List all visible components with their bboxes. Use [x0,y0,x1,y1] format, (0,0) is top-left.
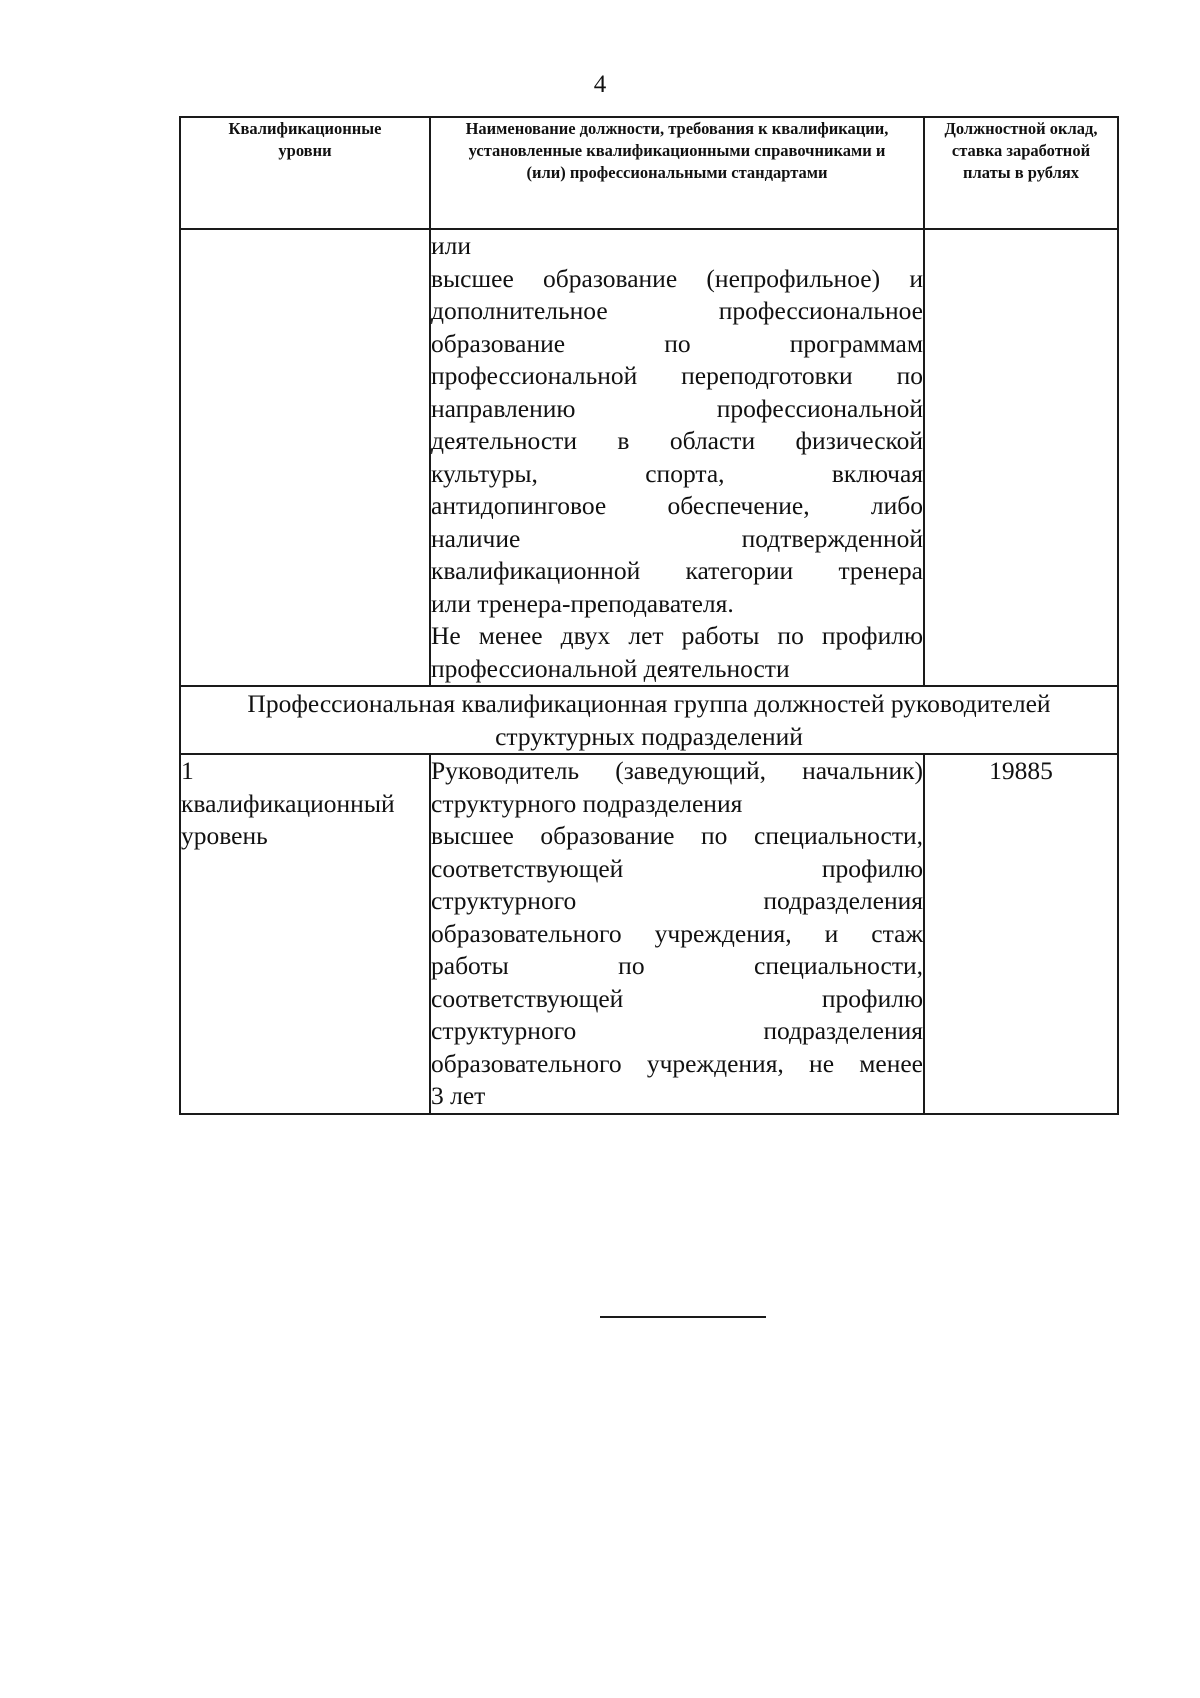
page-number: 4 [593,71,607,98]
header-salary-text: Должностной оклад, ставка заработной платы в рублях [944,119,1098,182]
requirement-line: соответствующей профилю [431,853,923,883]
requirement-line: наличие подтвержденной [431,523,923,553]
continuation-salary-cell [924,229,1118,686]
continuation-requirements-cell [430,229,924,686]
end-of-document-rule [600,1316,766,1318]
requirement-line: антидопинговое обеспечение, либо [431,491,923,520]
table-row-continuation [180,229,1118,686]
level-suffix: уровень [181,821,268,850]
requirement-line: работы по специальности, [431,951,923,980]
requirement-line: структурного подразделения [431,1016,923,1045]
requirement-line: высшее образование по специальности, [431,821,923,850]
header-position-requirements-text: Наименование должности, требования к квалификации, установленные квалификационными справочниками и (или) профессиональными стандартами [465,119,889,182]
group-title: Профессиональная квалификационная группа должностей руководителей структурных подразделений [247,689,1051,751]
requirement-line: профессиональной деятельности [431,653,790,683]
level-cell [180,754,430,1114]
requirement-line: образовательного учреждения, не менее [431,1048,923,1078]
requirement-line: квалификационной категории тренера [431,556,923,585]
table-row-level-1 [180,754,1118,1114]
requirement-line: соответствующей профилю [431,983,923,1013]
requirement-line: структурного подразделения [431,788,743,818]
header-qualification-levels [180,117,430,229]
requirement-line: профессиональной переподготовки по [431,361,923,390]
requirement-line: направлению профессиональной [431,393,923,423]
level-number: 1 [181,756,194,785]
level-requirements-cell [430,754,924,1114]
requirement-line: Руководитель (заведующий, начальник) [431,756,923,785]
salary-value: 19885 [989,756,1053,785]
requirement-line: деятельности в области физической [431,426,923,455]
header-qualification-levels-text: Квалификационные уровни [228,119,382,160]
requirement-line: дополнительное профессиональное [431,296,923,325]
requirement-line: структурного подразделения [431,886,923,915]
requirement-line: или [431,231,472,260]
requirement-line: 3 лет [431,1081,486,1110]
header-salary [924,117,1118,229]
header-position-requirements [430,117,924,229]
group-title-cell [180,686,1118,754]
table-header-row [180,117,1118,229]
level-requirements-text [431,755,923,1113]
level-salary-cell [924,754,1118,1114]
requirement-line: Не менее двух лет работы по профилю [431,621,923,650]
continuation-requirements-text [431,230,923,685]
qualification-table [179,116,1119,1115]
continuation-level-cell [180,229,430,686]
requirement-line: или тренера-преподавателя. [431,588,734,618]
requirement-line: образование по программам [431,328,923,358]
requirement-line: культуры, спорта, включая [431,458,923,488]
requirement-line: высшее образование (непрофильное) и [431,263,923,293]
requirement-line: образовательного учреждения, и стаж [431,918,923,948]
table-row-group-title [180,686,1118,754]
level-word: квалификационный [181,788,395,818]
